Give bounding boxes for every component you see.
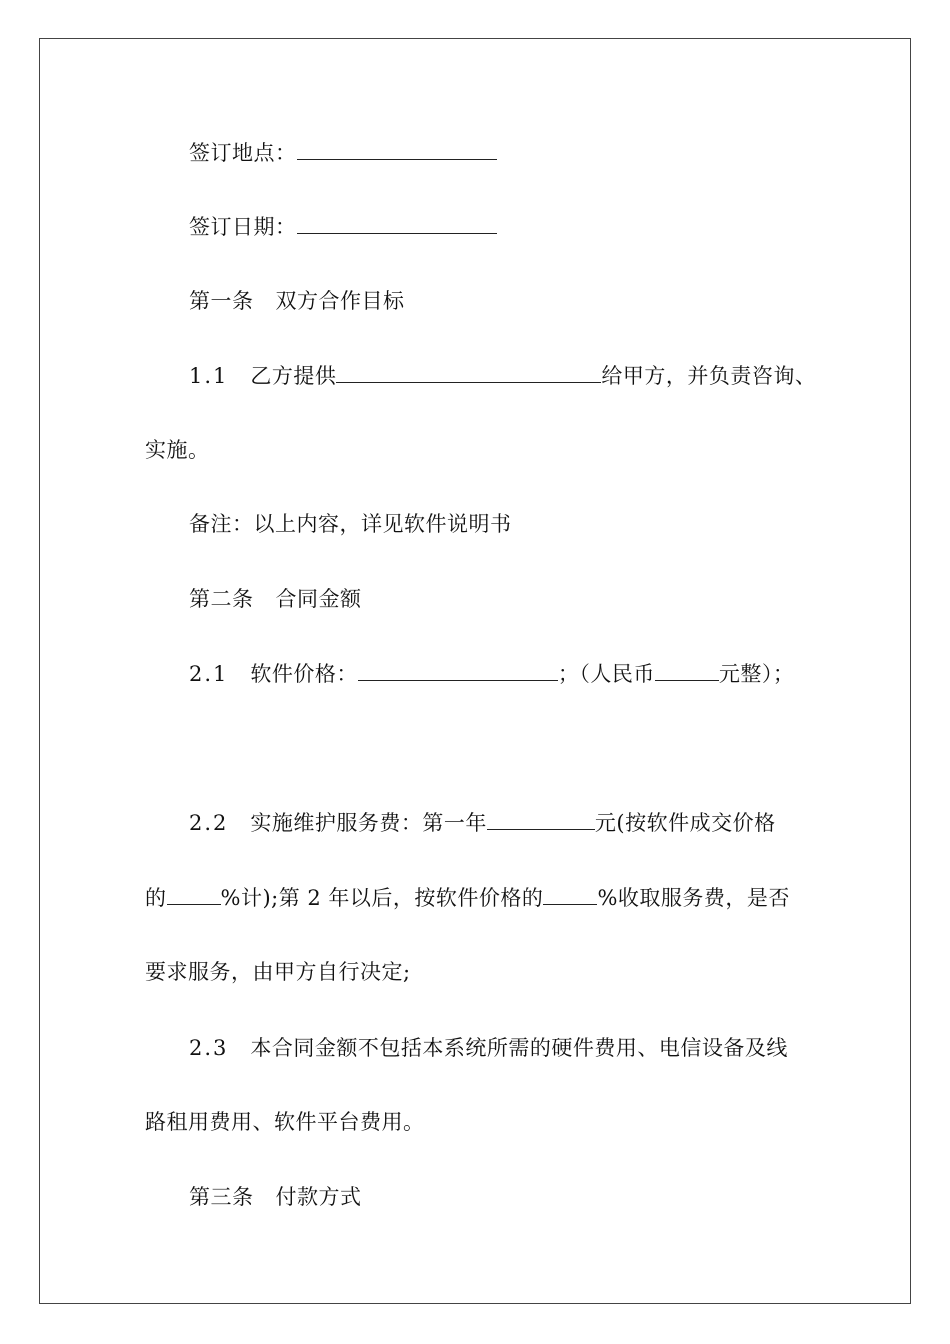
software-price-blank[interactable] (358, 660, 558, 681)
clause-2-2-line-2 (0, 883, 950, 913)
clause-2-3-line-2 (0, 1107, 950, 1137)
clause-1-1-number: 1.1 (189, 364, 229, 388)
clause-1-1-text-c: 实施。 (145, 438, 210, 462)
sign-place-blank[interactable] (297, 139, 497, 160)
clause-1-1-line-2 (0, 435, 950, 465)
article-3-number: 第三条 (189, 1185, 254, 1209)
later-years-percent-blank[interactable] (543, 884, 597, 905)
note-line (0, 509, 950, 539)
clause-2-1-line (0, 659, 950, 689)
sign-date-label: 签订日期： (189, 215, 297, 239)
clause-1-1-line-1 (0, 361, 950, 391)
clause-2-3-text-a: 本合同金额不包括本系统所需的硬件费用、电信设备及线 (250, 1036, 788, 1060)
first-year-percent-blank[interactable] (167, 884, 221, 905)
clause-2-2-text-d: %计);第 2 年以后，按软件价格的 (220, 886, 544, 910)
clause-2-2-text-a: 实施维护服务费：第一年 (250, 811, 487, 835)
clause-2-2-text-e: %收取服务费，是否 (597, 886, 790, 910)
sign-date-blank[interactable] (297, 213, 497, 234)
clause-2-2-text-c: 的 (145, 886, 167, 910)
article-1-number: 第一条 (189, 289, 254, 313)
article-3-title: 付款方式 (275, 1185, 362, 1209)
clause-2-1-text-c: 元整）； (718, 662, 795, 686)
clause-2-1-text-a: 软件价格： (250, 662, 358, 686)
clause-1-1-product-blank[interactable] (336, 362, 601, 383)
sign-date-line (0, 212, 950, 242)
clause-2-3-text-b: 路租用费用、软件平台费用。 (145, 1110, 425, 1134)
article-1-title: 双方合作目标 (275, 289, 405, 313)
clause-2-2-text-b: 元(按软件成交价格 (594, 811, 776, 835)
article-3-heading (0, 1182, 950, 1212)
sign-place-line (0, 138, 950, 168)
clause-2-3-number: 2.3 (189, 1036, 229, 1060)
article-2-heading (0, 584, 950, 614)
sign-place-label: 签订地点： (189, 141, 297, 165)
clause-2-2-text-f: 要求服务，由甲方自行决定; (145, 960, 411, 984)
clause-2-1-text-b: ；（人民币 (557, 662, 655, 686)
article-2-title: 合同金额 (275, 587, 362, 611)
first-year-fee-blank[interactable] (487, 809, 595, 830)
note-text: 备注：以上内容，详见软件说明书 (189, 512, 512, 536)
clause-1-1-text-b: 给甲方，并负责咨询、 (601, 364, 817, 388)
clause-1-1-text-a: 乙方提供 (250, 364, 337, 388)
article-1-heading (0, 286, 950, 316)
rmb-amount-blank[interactable] (655, 660, 719, 681)
clause-2-2-line-1 (0, 808, 950, 838)
clause-2-2-line-3 (0, 957, 950, 987)
clause-2-2-number: 2.2 (189, 811, 229, 835)
clause-2-3-line-1 (0, 1033, 950, 1063)
article-2-number: 第二条 (189, 587, 254, 611)
clause-2-1-number: 2.1 (189, 662, 229, 686)
